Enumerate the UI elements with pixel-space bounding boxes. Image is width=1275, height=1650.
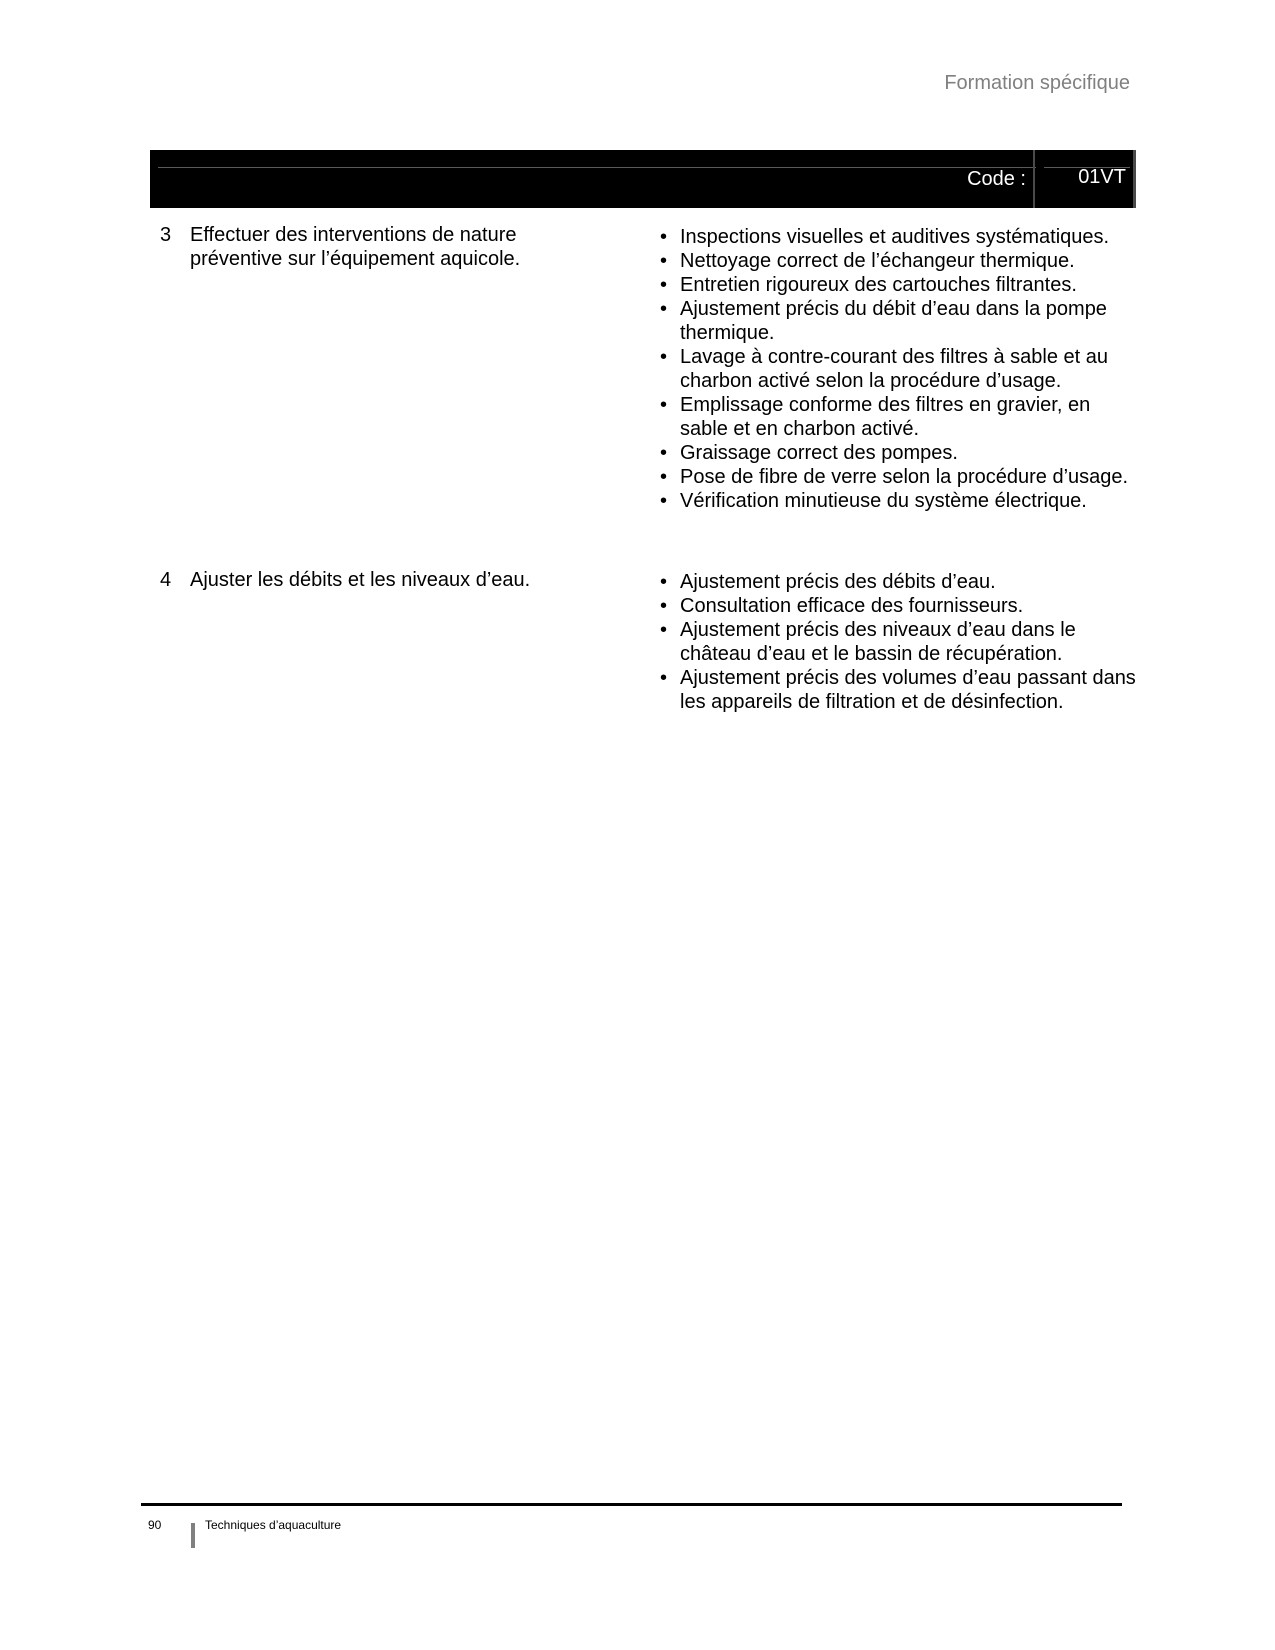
bullet-icon: • <box>660 466 668 488</box>
criterion-text: Ajustement précis des volumes d’eau passant dans les appareils de filtration et de désinfection. <box>680 667 1136 713</box>
criterion-item <box>660 297 1140 345</box>
criterion-item <box>660 441 1140 465</box>
criterion-text: Emplissage conforme des filtres en gravier, en sable et en charbon activé. <box>680 394 1091 440</box>
criterion-text: Consultation efficace des fournisseurs. <box>680 595 1024 617</box>
performance-criteria-list <box>660 225 1140 513</box>
criterion-item <box>660 393 1140 441</box>
criterion-item <box>660 249 1140 273</box>
bullet-icon: • <box>660 274 668 296</box>
bullet-icon: • <box>660 667 668 689</box>
band-rule <box>158 167 1036 168</box>
criterion-item <box>660 666 1140 714</box>
competency-number: 4 <box>160 569 172 591</box>
bullet-icon: • <box>660 250 668 272</box>
criterion-item <box>660 273 1140 297</box>
criterion-text: Ajustement précis des niveaux d’eau dans le château d’eau et le bassin de récupération. <box>680 619 1076 665</box>
bullet-icon: • <box>660 571 668 593</box>
footer-rule <box>141 1503 1122 1506</box>
criterion-text: Graissage correct des pompes. <box>680 442 958 464</box>
page-header-section-title: Formation spécifique <box>944 72 1130 94</box>
criterion-item <box>660 345 1140 393</box>
competency-statement: Ajuster les débits et les niveaux d’eau. <box>190 569 531 591</box>
criterion-text: Vérification minutieuse du système électrique. <box>680 490 1087 512</box>
code-label: Code : <box>967 168 1026 190</box>
criterion-item <box>660 570 1140 594</box>
bullet-icon: • <box>660 226 668 248</box>
competency-statement: Effectuer des interventions de nature préventive sur l’équipement aquicole. <box>190 224 521 270</box>
code-value: 01VT <box>1078 166 1126 188</box>
band-divider <box>1033 150 1035 208</box>
criterion-text: Pose de fibre de verre selon la procédure d’usage. <box>680 466 1129 488</box>
footer-document-title: Techniques d’aquaculture <box>205 1518 342 1532</box>
criterion-text: Ajustement précis des débits d’eau. <box>680 571 996 593</box>
criterion-item <box>660 225 1140 249</box>
code-band <box>150 150 1136 208</box>
criterion-text: Inspections visuelles et auditives systématiques. <box>680 226 1110 248</box>
criterion-item <box>660 465 1140 489</box>
footer-separator <box>191 1523 195 1548</box>
bullet-icon: • <box>660 298 668 320</box>
bullet-icon: • <box>660 346 668 368</box>
performance-criteria-list <box>660 570 1140 714</box>
criterion-text: Ajustement précis du débit d’eau dans la pompe thermique. <box>680 298 1107 344</box>
bullet-icon: • <box>660 619 668 641</box>
criterion-text: Lavage à contre-courant des filtres à sable et au charbon activé selon la procédure d’usage. <box>680 346 1109 392</box>
bullet-icon: • <box>660 442 668 464</box>
criterion-item <box>660 489 1140 513</box>
criterion-item <box>660 618 1140 666</box>
bullet-icon: • <box>660 490 668 512</box>
criterion-item <box>660 594 1140 618</box>
criterion-text: Nettoyage correct de l’échangeur thermique. <box>680 250 1075 272</box>
bullet-icon: • <box>660 394 668 416</box>
competency-number: 3 <box>160 224 172 246</box>
page-number: 90 <box>148 1518 162 1532</box>
bullet-icon: • <box>660 595 668 617</box>
band-edge <box>1133 150 1136 208</box>
criterion-text: Entretien rigoureux des cartouches filtrantes. <box>680 274 1077 296</box>
